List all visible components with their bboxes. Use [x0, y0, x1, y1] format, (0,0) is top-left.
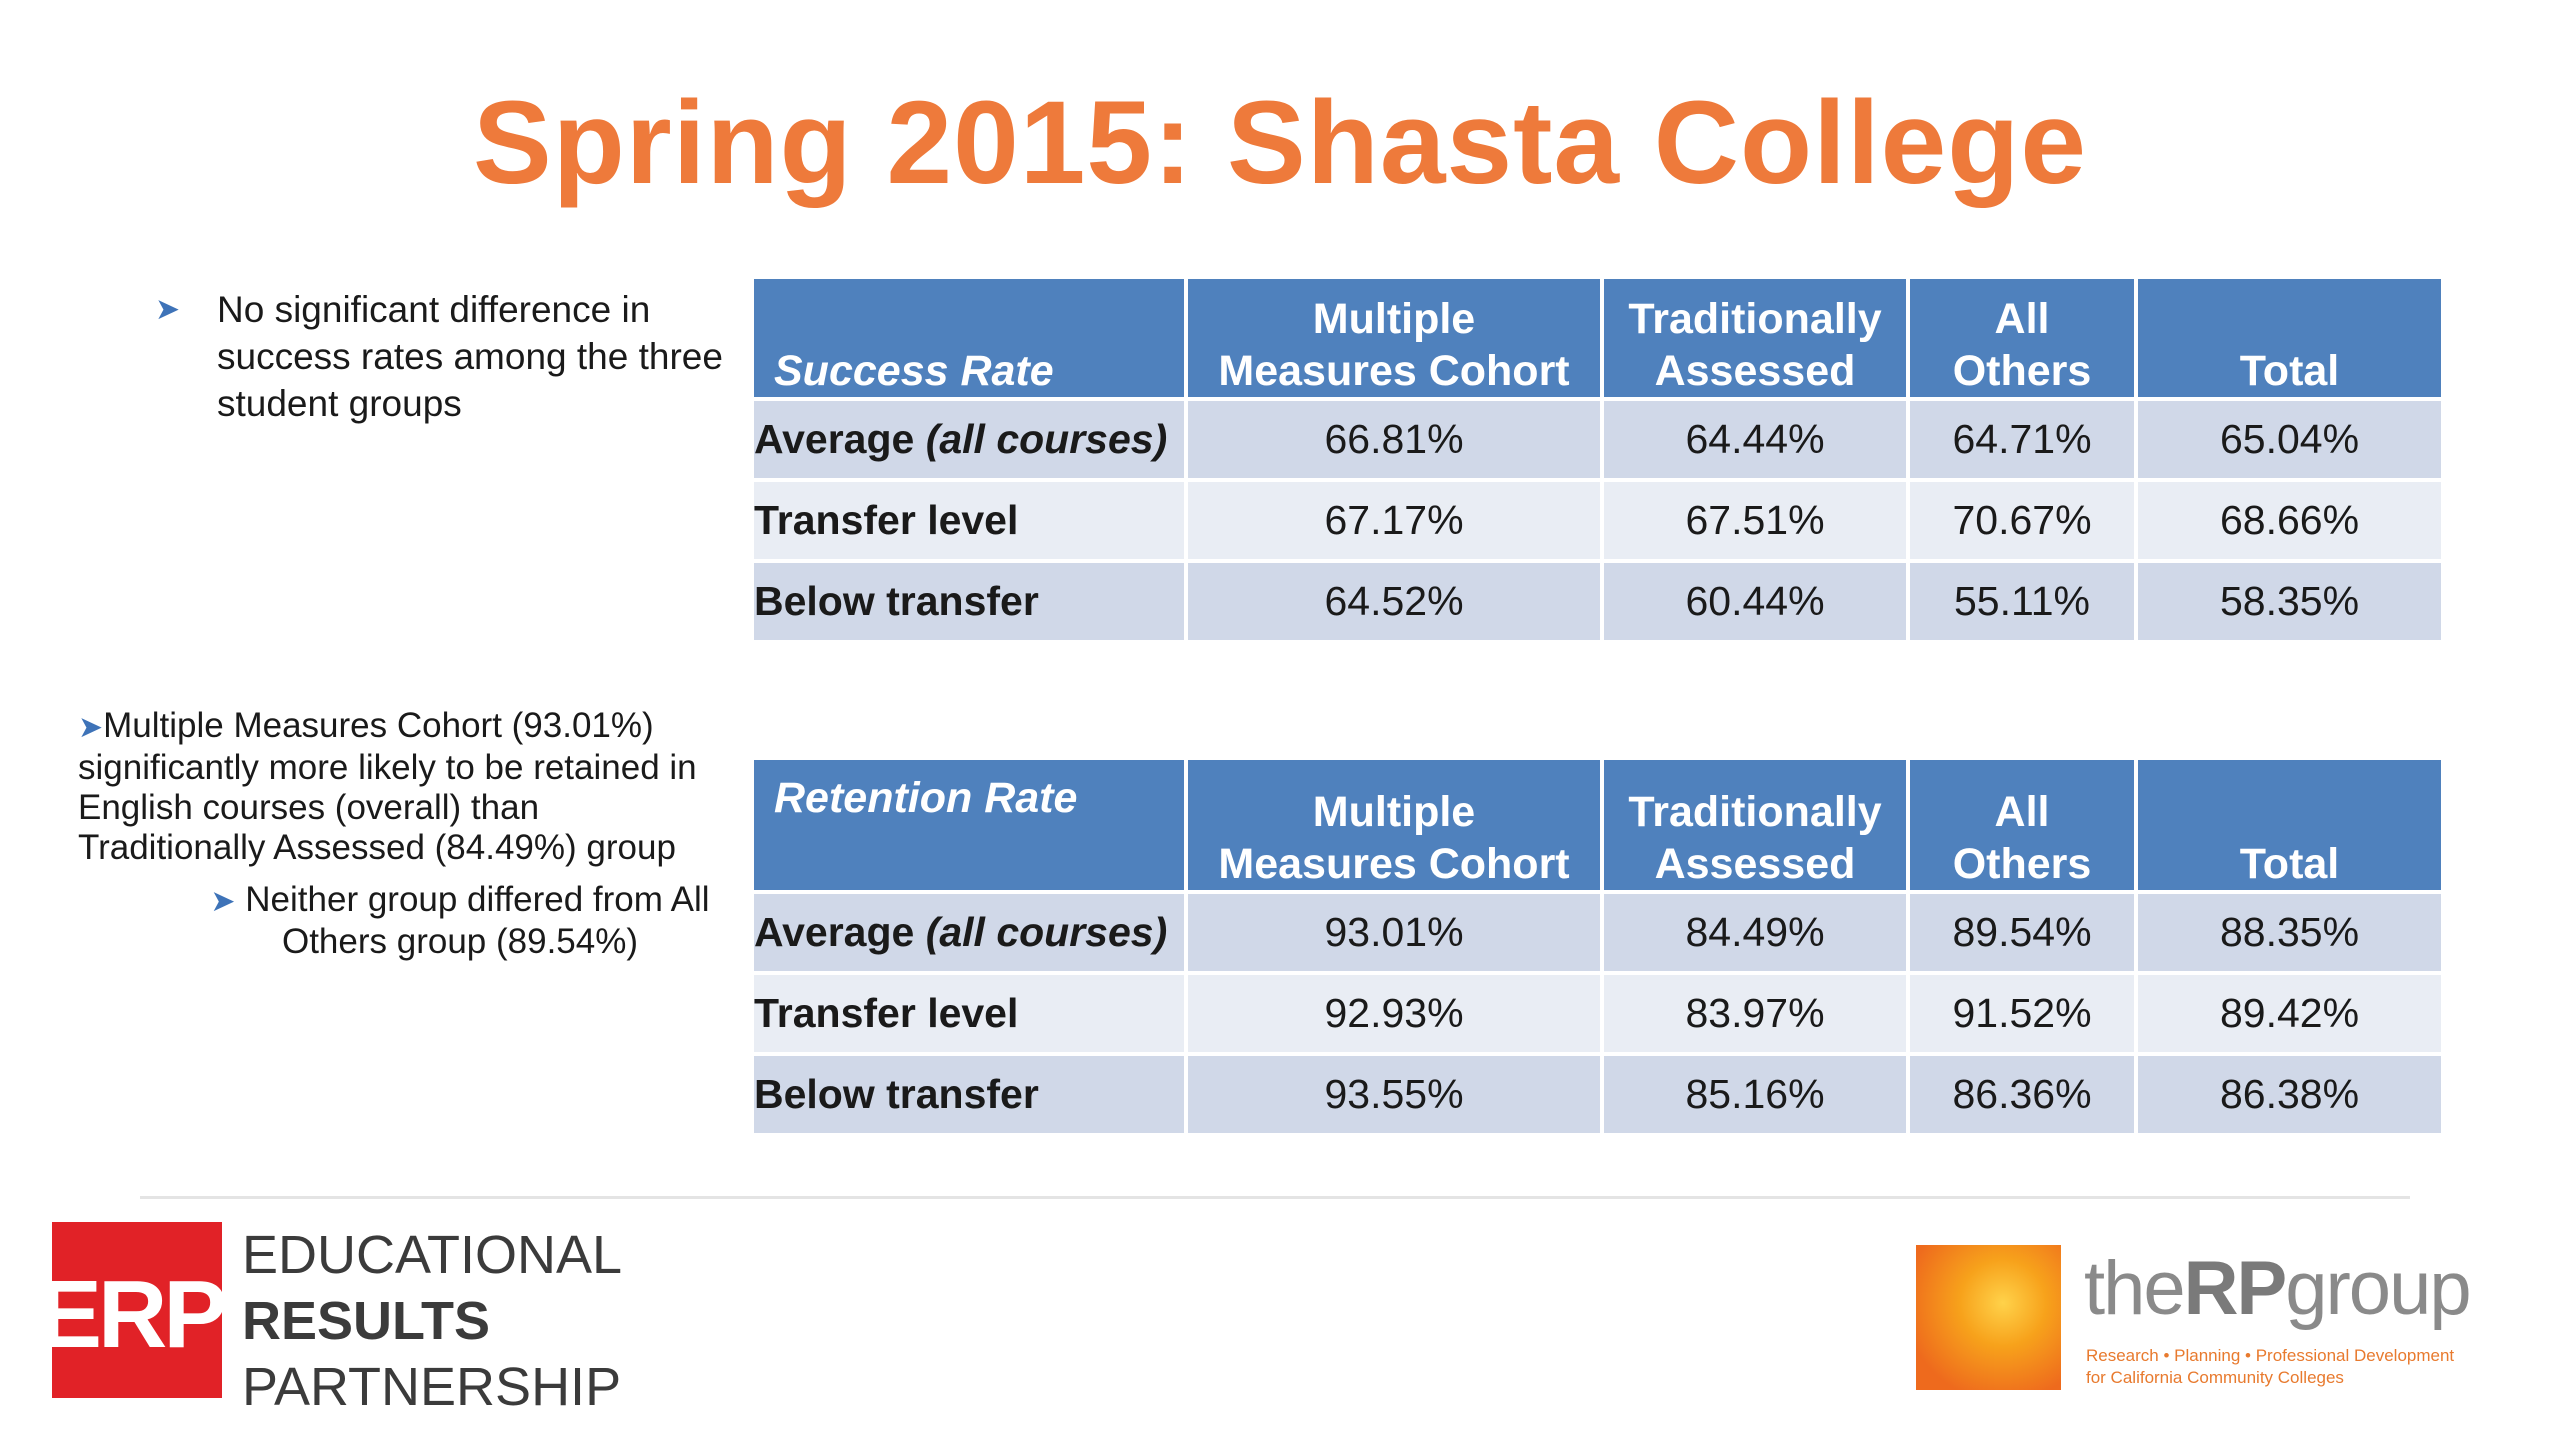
table-header-row — [754, 279, 2441, 397]
table-cell: 58.35% — [2138, 563, 2441, 640]
retention-note-text: Multiple Measures Cohort (93.01%) significantly more likely to be retained in English courses (overall) than Traditionally Assessed (84.49%) group — [78, 706, 697, 867]
table-row — [754, 1056, 2441, 1133]
erp-logo-letters: ERP — [38, 1261, 224, 1368]
arrow-bullet-icon: ➤ — [78, 711, 104, 744]
table-row — [754, 482, 2441, 559]
col-traditionally-assessed: Traditionally Assessed — [1604, 279, 1906, 397]
table-cell: 83.97% — [1604, 975, 1906, 1052]
table-header-row — [754, 760, 2441, 890]
col-traditionally-assessed: Traditionally Assessed — [1604, 760, 1906, 890]
col-multiple-measures: Multiple Measures Cohort — [1188, 760, 1600, 890]
table-cell: 55.11% — [1910, 563, 2134, 640]
table-cell: 85.16% — [1604, 1056, 1906, 1133]
arrow-bullet-icon: ➤ — [155, 293, 181, 326]
col-total: Total — [2138, 760, 2441, 890]
erp-line-2: RESULTS — [242, 1291, 491, 1351]
table-cell: 91.52% — [1910, 975, 2134, 1052]
success-note-text: No significant difference in success rates among the three student groups — [217, 289, 723, 424]
row-label: Below transfer — [754, 1056, 1184, 1133]
row-label: Below transfer — [754, 563, 1184, 640]
erp-logo-mark — [38, 1222, 224, 1398]
erp-line-3: PARTNERSHIP — [242, 1357, 622, 1417]
table-cell: 64.71% — [1910, 401, 2134, 478]
col-all-others: All Others — [1910, 760, 2134, 890]
table-row — [754, 563, 2441, 640]
retention-rate-table — [750, 756, 2445, 1137]
table-cell: 89.54% — [1910, 894, 2134, 971]
rp-logo-name: theRPgroup — [2084, 1246, 2470, 1331]
table-cell: 89.42% — [2138, 975, 2441, 1052]
table-row — [754, 401, 2441, 478]
table-cell: 93.01% — [1188, 894, 1600, 971]
row-label: Average (all courses) — [754, 401, 1184, 478]
table-cell: 67.51% — [1604, 482, 1906, 559]
rp-logo-tagline: Research • Planning • Professional Development for California Community Colleges — [2086, 1346, 2455, 1387]
row-label: Transfer level — [754, 975, 1184, 1052]
retention-note — [78, 706, 728, 868]
col-total: Total — [2138, 279, 2441, 397]
table-cell: 64.52% — [1188, 563, 1600, 640]
rp-group-logo — [1916, 1245, 2516, 1395]
retention-subnote — [190, 880, 730, 962]
erp-line-1: EDUCATIONAL — [242, 1225, 623, 1285]
row-label: Transfer level — [754, 482, 1184, 559]
table-cell: 93.55% — [1188, 1056, 1600, 1133]
rp-logo-mark — [1916, 1245, 2061, 1390]
erp-logo — [38, 1222, 623, 1417]
table-cell: 70.67% — [1910, 482, 2134, 559]
slide-title: Spring 2015: Shasta College — [473, 77, 2087, 209]
table-cell: 68.66% — [2138, 482, 2441, 559]
table-cell: 60.44% — [1604, 563, 1906, 640]
table-cell: 92.93% — [1188, 975, 1600, 1052]
table-cell: 86.38% — [2138, 1056, 2441, 1133]
retention-rate-header: Retention Rate — [754, 760, 1184, 890]
table-cell: 67.17% — [1188, 482, 1600, 559]
arrow-bullet-icon: ➤ — [210, 885, 236, 918]
table-row — [754, 894, 2441, 971]
col-multiple-measures: Multiple Measures Cohort — [1188, 279, 1600, 397]
table-cell: 65.04% — [2138, 401, 2441, 478]
col-all-others: All Others — [1910, 279, 2134, 397]
erp-logo-text — [242, 1222, 622, 1420]
table-row — [754, 975, 2441, 1052]
success-rate-table — [750, 275, 2445, 644]
table-cell: 86.36% — [1910, 1056, 2134, 1133]
success-rate-header: Success Rate — [754, 279, 1184, 397]
row-label: Average (all courses) — [754, 894, 1184, 971]
table-cell: 84.49% — [1604, 894, 1906, 971]
footer-divider — [140, 1196, 2410, 1199]
table-cell: 66.81% — [1188, 401, 1600, 478]
retention-subnote-text: Neither group differed from All Others group (89.54%) — [245, 880, 710, 961]
table-cell: 64.44% — [1604, 401, 1906, 478]
table-cell: 88.35% — [2138, 894, 2441, 971]
